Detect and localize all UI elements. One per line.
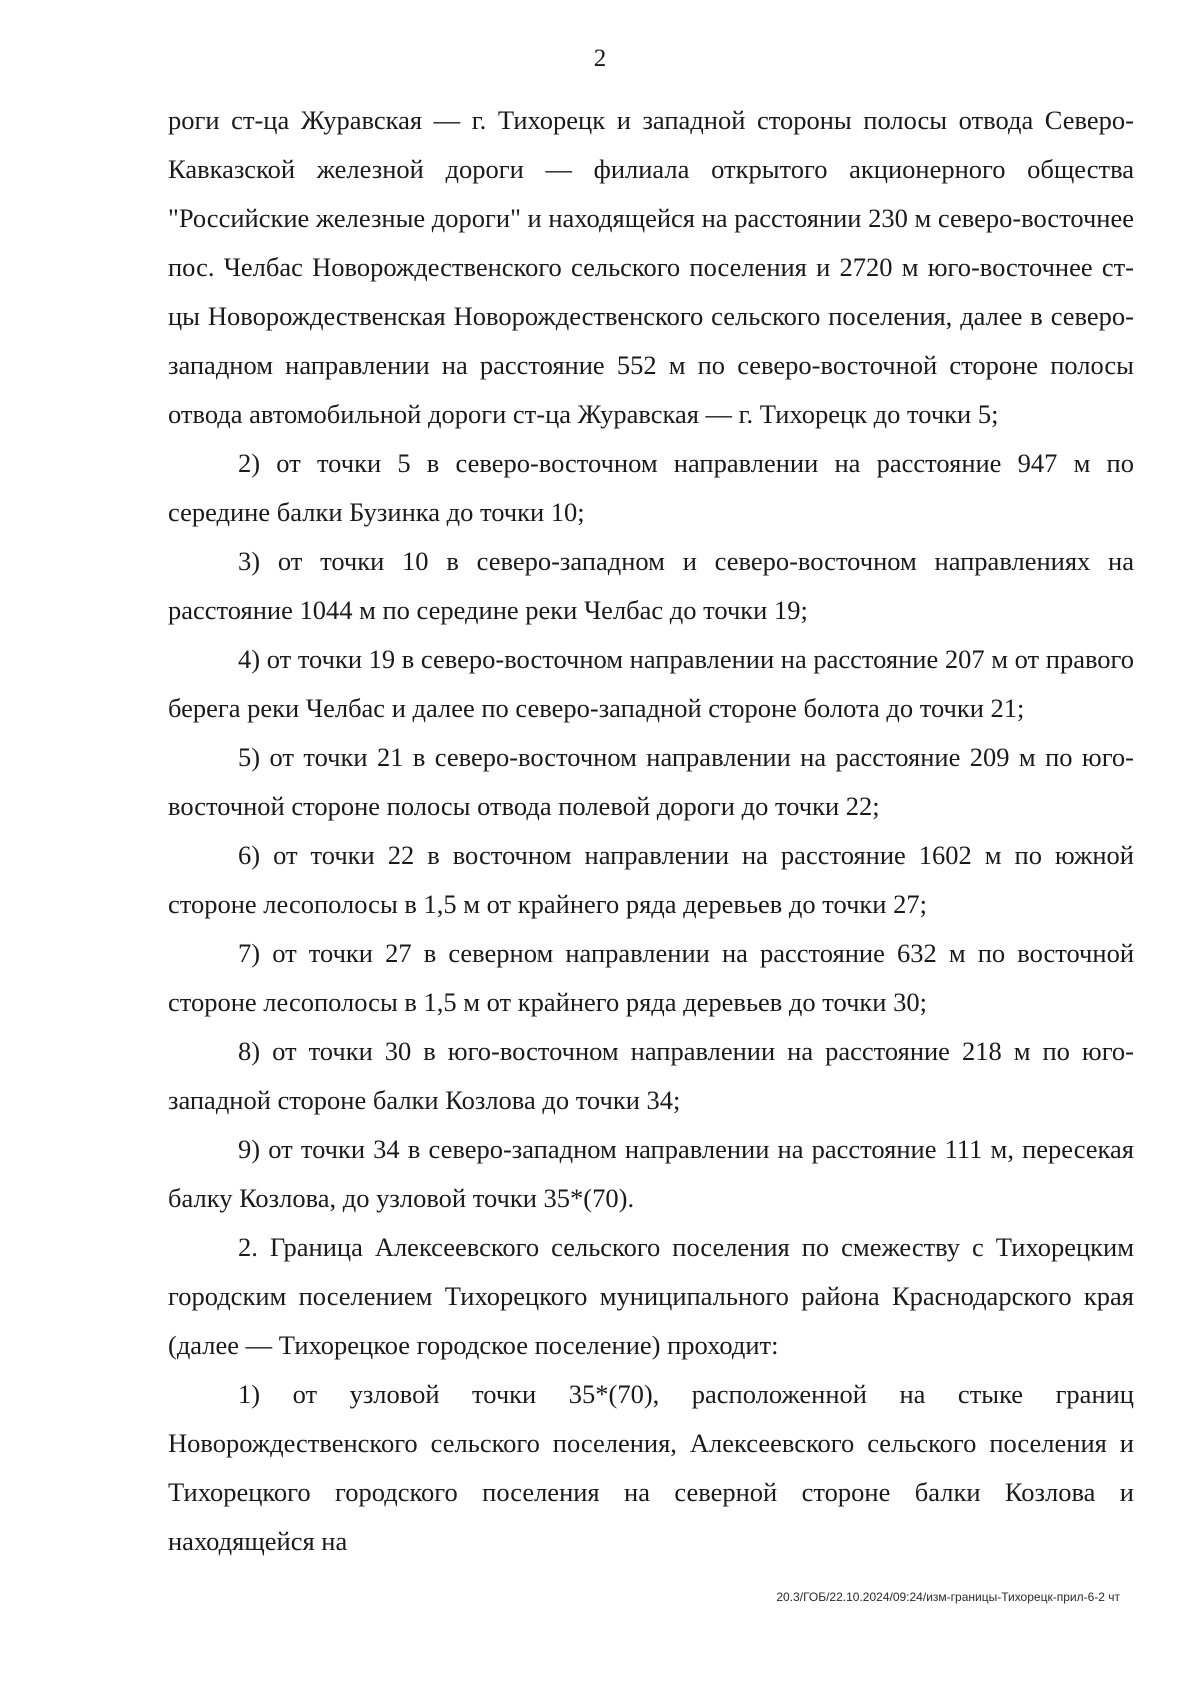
paragraph: 2) от точки 5 в северо-восточном направлении на расстояние 947 м по середине балки Бузинка до точки 10; bbox=[168, 448, 1134, 527]
paragraph: 3) от точки 10 в северо-западном и северо-восточном направлениях на расстояние 1044 м по середине реки Челбас до точки 19; bbox=[168, 546, 1134, 625]
body-text bbox=[168, 96, 1134, 1566]
paragraph: 4) от точки 19 в северо-восточном направлении на расстояние 207 м от правого берега реки Челбас и далее по северо-западной стороне болота до точки 21; bbox=[168, 644, 1134, 723]
paragraph: роги ст-ца Журавская — г. Тихорецк и западной стороны полосы отвода Северо-Кавказской железной дороги — филиала открытого акционерного общества "Российские железные дороги" и находящейся на расстоянии 230 м северо-восточнее пос. Челбас Новорождественского сельского поселения и 2720 м юго-восточнее ст-цы Новорождественская Новорождественского сельского поселения, далее в северо-западном направлении на расстояние 552 м по северо-восточной стороне полосы отвода автомобильной дороги ст-ца Журавская — г. Тихорецк до точки 5; bbox=[168, 105, 1134, 429]
paragraph: 6) от точки 22 в восточном направлении на расстояние 1602 м по южной стороне лесополосы в 1,5 м от крайнего ряда деревьев до точки 27; bbox=[168, 840, 1134, 919]
footer-document-code: 20.3/ГОБ/22.10.2024/09:24/изм-границы-Тихорецк-прил-6-2 чт bbox=[776, 1590, 1120, 1604]
page-number: 2 bbox=[593, 45, 607, 72]
paragraph: 5) от точки 21 в северо-восточном направлении на расстояние 209 м по юго-восточной стороне полосы отвода полевой дороги до точки 22; bbox=[168, 742, 1134, 821]
paragraph: 8) от точки 30 в юго-восточном направлении на расстояние 218 м по юго-западной стороне балки Козлова до точки 34; bbox=[168, 1036, 1134, 1115]
paragraph: 9) от точки 34 в северо-западном направлении на расстояние 111 м, пересекая балку Козлова, до узловой точки 35*(70). bbox=[168, 1134, 1134, 1213]
paragraph: 7) от точки 27 в северном направлении на расстояние 632 м по восточной стороне лесополосы в 1,5 м от крайнего ряда деревьев до точки 30; bbox=[168, 938, 1134, 1017]
paragraph: 2. Граница Алексеевского сельского поселения по смежеству с Тихорецким городским поселением Тихорецкого муниципального района Краснодарского края (далее — Тихорецкое городское поселение) проходит: bbox=[168, 1232, 1134, 1360]
paragraph: 1) от узловой точки 35*(70), расположенной на стыке границ Новорождественского сельского поселения, Алексеевского сельского поселения и Тихорецкого городского поселения на северной стороне балки Козлова и находящейся на bbox=[168, 1379, 1134, 1556]
